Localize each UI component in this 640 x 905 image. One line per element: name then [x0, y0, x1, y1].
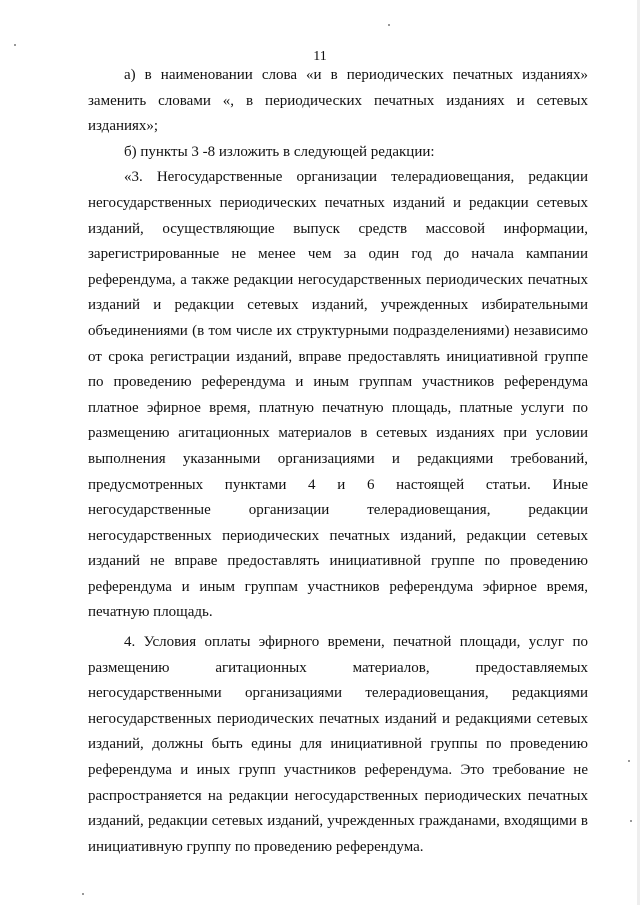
- scan-speck: [628, 760, 630, 762]
- paragraph-a: а) в наименовании слова «и в периодических печатных изданиях» заменить словами «, в периодических печатных изданиях и сетевых изданиях»;: [88, 67, 588, 135]
- paragraph-point-3: «3. Негосударственные организации телерадиовещания, редакции негосударственных периодических печатных изданий и редакции сетевых изданий, осуществляющие выпуск средств массовой информации, зарегистрированные не менее чем за один год до начала кампании референдума, а также редакции негосударственных периодических печатных изданий и редакции сетевых изданий, учрежденных избирательными объединениями (в том числе их структурными подразделениями) независимо от срока регистрации изданий, вправе предоставлять инициативной группе по проведению референдума и иным группам участников референдума платное эфирное время, платную печатную площадь, платные услуги по размещению агитационных материалов в сетевых изданиях при условии выполнения указанными организациями и редакциями требований, предусмотренных пунктами 4 и 6 настоящей статьи. Иные негосударственные организации телерадиовещания, редакции негосударственных периодических печатных изданий, редакции сетевых изданий не вправе предоставлять инициативной группе по проведению референдума и иным группам участников референдума эфирное время, печатную площадь.: [88, 169, 588, 621]
- scan-speck: [82, 893, 84, 895]
- page-number: 11: [313, 49, 327, 64]
- scan-speck: [14, 44, 16, 46]
- scan-speck: [630, 820, 632, 822]
- scan-speck: [388, 24, 390, 26]
- paragraph-b: б) пункты 3 -8 изложить в следующей редакции:: [124, 143, 435, 160]
- paragraph-point-4: 4. Условия оплаты эфирного времени, печатной площади, услуг по размещению агитационных материалов, предоставляемых негосударственными организациями телерадиовещания, редакциями негосударственных периодических печатных изданий и редакциями сетевых изданий, должны быть едины для инициативной группы по проведению референдума и иных групп участников референдума. Это требование не распространяется на редакции негосударственных периодических печатных изданий, редакции сетевых изданий, учрежденных гражданами, входящими в инициативную группу по проведению референдума.: [88, 634, 588, 855]
- document-body: [88, 63, 588, 860]
